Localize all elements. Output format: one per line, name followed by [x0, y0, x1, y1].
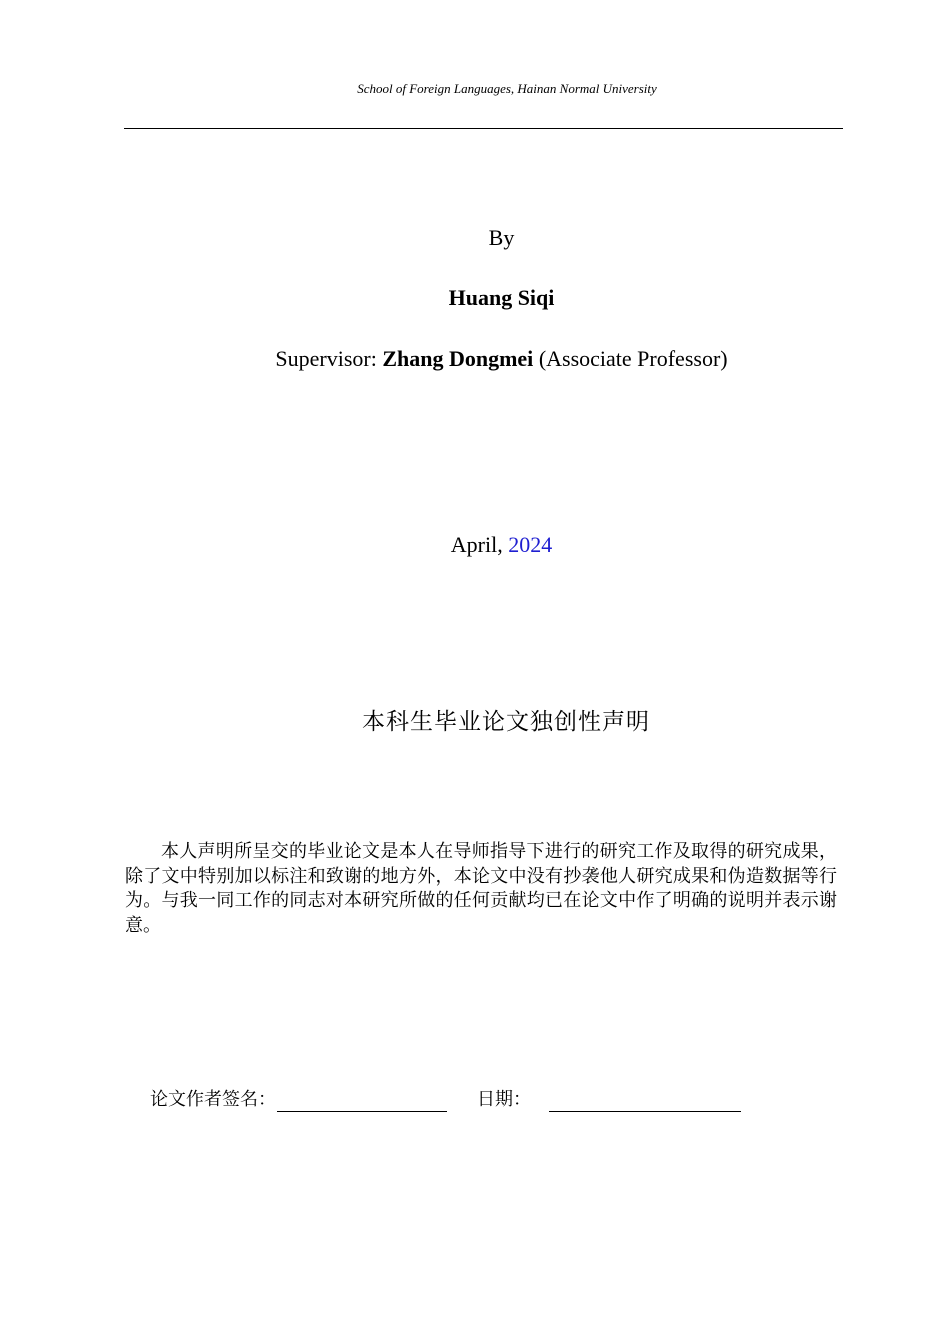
header-divider — [124, 128, 843, 129]
date-label: 日期： — [477, 1089, 531, 1110]
author-name: Huang Siqi — [448, 285, 555, 310]
author-signature-field[interactable] — [277, 1091, 447, 1112]
supervisor-prefix: Supervisor: — [275, 346, 383, 371]
date-month: April, — [450, 532, 509, 557]
date-field[interactable] — [549, 1091, 741, 1112]
declaration-title: 本科生毕业论文独创性声明 — [362, 709, 650, 735]
by-line: By — [488, 225, 515, 250]
supervisor-title: (Associate Professor) — [533, 346, 728, 371]
submission-date — [0, 532, 950, 558]
author-signature-label: 论文作者签名： — [150, 1089, 276, 1110]
supervisor-name: Zhang Dongmei — [382, 346, 534, 371]
running-header: School of Foreign Languages, Hainan Normal University — [357, 81, 657, 96]
declaration-body: 本人声明所呈交的毕业论文是本人在导师指导下进行的研究工作及取得的研究成果，除了文中特别加以标注和致谢的地方外，本论文中没有抄袭他人研究成果和伪造数据等行为。与我一同工作的同志对本研究所做的任何贡献均已在论文中作了明确的说明并表示谢意。 — [125, 841, 837, 936]
date-year: 2024 — [508, 532, 553, 557]
signature-row — [150, 1088, 741, 1114]
supervisor-line — [0, 346, 950, 372]
